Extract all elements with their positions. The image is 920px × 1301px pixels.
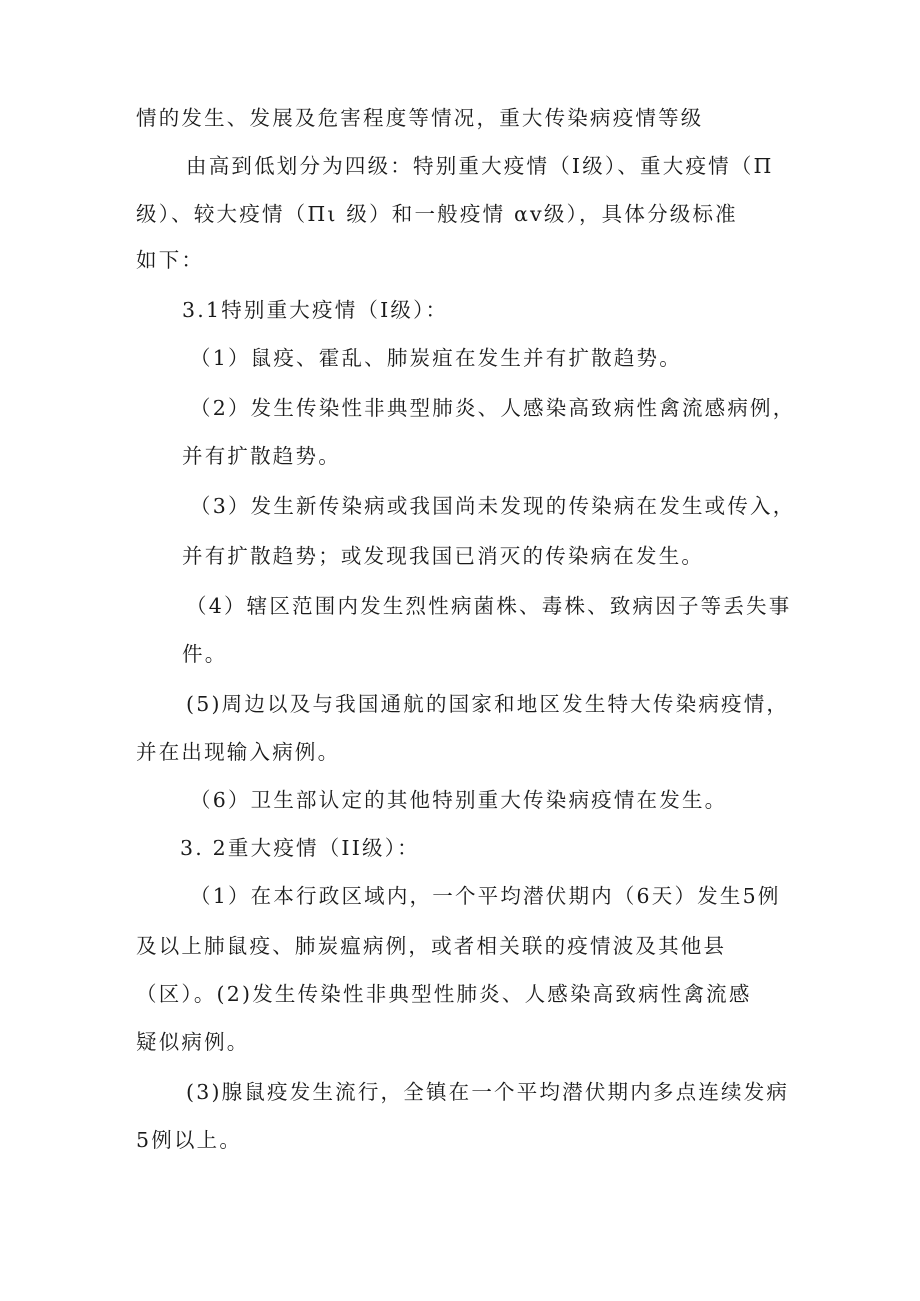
text-line: 并在出现输入病例。 bbox=[136, 740, 341, 764]
text-line: （区）。(2)发生传染性非典型性肺炎、人感染高致病性禽流感 bbox=[136, 982, 752, 1006]
list-item: （6）卫生部认定的其他特别重大传染病疫情在发生。 bbox=[190, 788, 728, 812]
list-item: （2）发生传染性非典型肺炎、人感染高致病性禽流感病例， bbox=[190, 396, 796, 420]
text-line: 及以上肺鼠疫、肺炭瘟病例，或者相关联的疫情波及其他县 bbox=[136, 934, 727, 958]
list-item: (3)腺鼠疫发生流行，全镇在一个平均潜伏期内多点连续发病 bbox=[186, 1080, 790, 1104]
text-line: 由高到低划分为四级：特别重大疫情（Ⅰ级）、重大疫情（Π bbox=[186, 154, 774, 178]
text-line: 如下： bbox=[136, 248, 205, 272]
section-heading: 3. 2重大疫情（II级）： bbox=[180, 836, 420, 860]
list-item: （1）在本行政区域内，一个平均潜伏期内（6天）发生5例 bbox=[190, 884, 781, 908]
text-line: 件。 bbox=[182, 642, 228, 666]
section-heading: 3.1特别重大疫情（Ⅰ级）： bbox=[182, 298, 449, 322]
text-line: 并有扩散趋势；或发现我国已消灭的传染病在发生。 bbox=[182, 544, 705, 568]
text-line: 级）、较大疫情（Πι 级）和一般疫情 αv级），具体分级标准 bbox=[136, 202, 738, 226]
text-line: 5例以上。 bbox=[136, 1128, 243, 1152]
list-item: （4）辖区范围内发生烈性病菌株、毒株、致病因子等丢失事 bbox=[186, 594, 792, 618]
text-line: 并有扩散趋势。 bbox=[182, 444, 341, 468]
text-line: 疑似病例。 bbox=[136, 1030, 250, 1054]
list-item: （1）鼠疫、霍乱、肺炭疽在发生并有扩散趋势。 bbox=[190, 346, 682, 370]
list-item: （3）发生新传染病或我国尚未发现的传染病在发生或传入， bbox=[190, 494, 796, 518]
list-item: (5)周边以及与我国通航的国家和地区发生特大传染病疫情， bbox=[186, 692, 790, 716]
text-line: 情的发生、发展及危害程度等情况，重大传染病疫情等级 bbox=[136, 106, 704, 130]
